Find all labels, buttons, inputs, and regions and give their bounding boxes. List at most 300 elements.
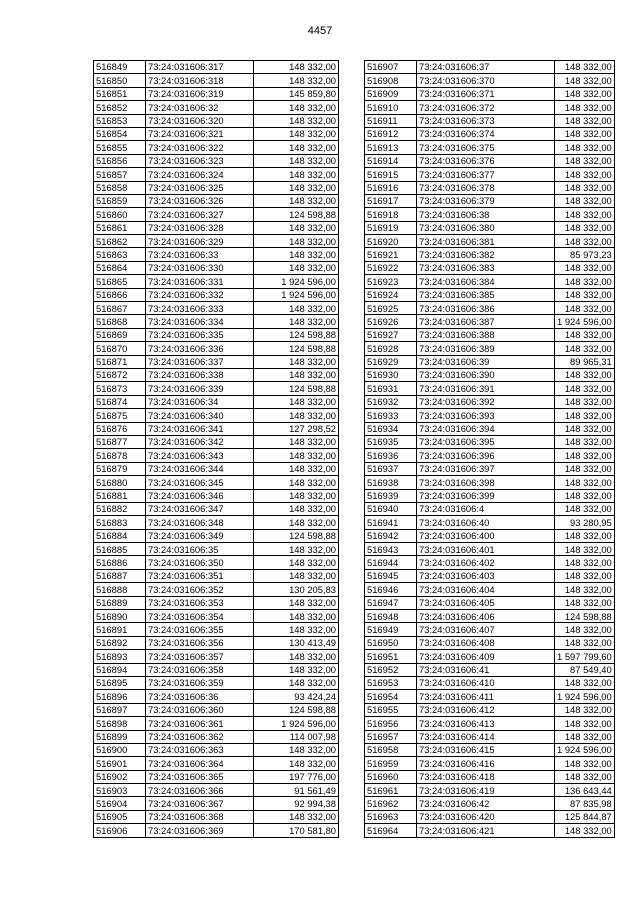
row-number-cell: 516881 [94, 489, 146, 502]
cadastral-number-cell: 73:24:031606:421 [417, 824, 555, 837]
row-number-cell: 516853 [94, 114, 146, 127]
cadastral-number-cell: 73:24:031606:403 [417, 569, 555, 582]
cadastral-value-cell: 114 007,98 [254, 730, 339, 743]
cadastral-number-cell: 73:24:031606:336 [146, 342, 254, 355]
cadastral-value-cell: 148 332,00 [254, 435, 339, 448]
page-number: 4457 [307, 25, 333, 37]
cadastral-value-cell: 127 298,52 [254, 422, 339, 435]
table-row [94, 489, 339, 502]
row-number-cell: 516958 [365, 743, 417, 756]
cadastral-number-cell: 73:24:031606:33 [146, 248, 254, 261]
cadastral-value-cell: 148 332,00 [555, 730, 615, 743]
table-row [365, 114, 615, 127]
cadastral-value-cell: 148 332,00 [555, 141, 615, 154]
cadastral-number-cell: 73:24:031606:40 [417, 516, 555, 529]
cadastral-value-cell: 148 332,00 [555, 382, 615, 395]
cadastral-number-cell: 73:24:031606:332 [146, 288, 254, 301]
table-row [94, 181, 339, 194]
row-number-cell: 516935 [365, 435, 417, 448]
cadastral-number-cell: 73:24:031606:370 [417, 74, 555, 87]
table-row [365, 61, 615, 74]
row-number-cell: 516937 [365, 462, 417, 475]
cadastral-value-cell: 148 332,00 [555, 221, 615, 234]
cadastral-number-cell: 73:24:031606:39 [417, 355, 555, 368]
cadastral-value-cell: 148 332,00 [254, 663, 339, 676]
cadastral-value-cell: 92 994,38 [254, 797, 339, 810]
table-row [365, 449, 615, 462]
cadastral-number-cell: 73:24:031606:402 [417, 556, 555, 569]
cadastral-number-cell: 73:24:031606:373 [417, 114, 555, 127]
cadastral-number-cell: 73:24:031606:321 [146, 127, 254, 140]
cadastral-number-cell: 73:24:031606:391 [417, 382, 555, 395]
table-row [94, 355, 339, 368]
cadastral-value-cell: 148 332,00 [555, 168, 615, 181]
cadastral-value-cell: 148 332,00 [555, 596, 615, 609]
cadastral-number-cell: 73:24:031606:401 [417, 543, 555, 556]
cadastral-number-cell: 73:24:031606:346 [146, 489, 254, 502]
cadastral-value-cell: 124 598,88 [254, 328, 339, 341]
row-number-cell: 516909 [365, 87, 417, 100]
row-number-cell: 516959 [365, 757, 417, 770]
table-row [94, 449, 339, 462]
cadastral-number-cell: 73:24:031606:392 [417, 395, 555, 408]
row-number-cell: 516947 [365, 596, 417, 609]
table-row [94, 208, 339, 221]
table-row [365, 342, 615, 355]
cadastral-value-cell: 87 549,40 [555, 663, 615, 676]
table-row [365, 141, 615, 154]
row-number-cell: 516919 [365, 221, 417, 234]
row-number-cell: 516946 [365, 583, 417, 596]
cadastral-number-cell: 73:24:031606:323 [146, 154, 254, 167]
row-number-cell: 516955 [365, 703, 417, 716]
cadastral-value-cell: 85 973,23 [555, 248, 615, 261]
row-number-cell: 516870 [94, 342, 146, 355]
cadastral-number-cell: 73:24:031606:414 [417, 730, 555, 743]
cadastral-value-table-left [93, 60, 339, 838]
table-row [365, 663, 615, 676]
cadastral-value-cell: 148 332,00 [555, 422, 615, 435]
table-row [365, 194, 615, 207]
row-number-cell: 516877 [94, 435, 146, 448]
cadastral-value-cell: 148 332,00 [555, 569, 615, 582]
cadastral-number-cell: 73:24:031606:357 [146, 650, 254, 663]
cadastral-value-cell: 148 332,00 [254, 569, 339, 582]
cadastral-value-cell: 148 332,00 [555, 556, 615, 569]
row-number-cell: 516897 [94, 703, 146, 716]
cadastral-number-cell: 73:24:031606:345 [146, 476, 254, 489]
cadastral-number-cell: 73:24:031606:387 [417, 315, 555, 328]
table-row [94, 141, 339, 154]
table-row [365, 355, 615, 368]
cadastral-number-cell: 73:24:031606:334 [146, 315, 254, 328]
cadastral-number-cell: 73:24:031606:347 [146, 502, 254, 515]
table-row [365, 476, 615, 489]
row-number-cell: 516903 [94, 784, 146, 797]
cadastral-value-cell: 148 332,00 [254, 221, 339, 234]
row-number-cell: 516939 [365, 489, 417, 502]
cadastral-value-cell: 1 924 596,00 [555, 743, 615, 756]
cadastral-number-cell: 73:24:031606:350 [146, 556, 254, 569]
cadastral-number-cell: 73:24:031606:319 [146, 87, 254, 100]
cadastral-number-cell: 73:24:031606:36 [146, 690, 254, 703]
row-number-cell: 516892 [94, 636, 146, 649]
table-row [365, 556, 615, 569]
cadastral-number-cell: 73:24:031606:329 [146, 235, 254, 248]
cadastral-value-cell: 148 332,00 [555, 194, 615, 207]
cadastral-value-cell: 148 332,00 [254, 489, 339, 502]
table-row [94, 221, 339, 234]
row-number-cell: 516868 [94, 315, 146, 328]
cadastral-number-cell: 73:24:031606:378 [417, 181, 555, 194]
table-row [94, 757, 339, 770]
cadastral-value-cell: 148 332,00 [254, 181, 339, 194]
cadastral-value-cell: 148 332,00 [254, 61, 339, 74]
row-number-cell: 516900 [94, 743, 146, 756]
row-number-cell: 516906 [94, 824, 146, 837]
table-row [94, 690, 339, 703]
table-row [94, 610, 339, 623]
table-row [94, 302, 339, 315]
table-row [94, 730, 339, 743]
table-row [94, 114, 339, 127]
cadastral-number-cell: 73:24:031606:342 [146, 435, 254, 448]
cadastral-number-cell: 73:24:031606:410 [417, 676, 555, 689]
row-number-cell: 516915 [365, 168, 417, 181]
table-row [94, 101, 339, 114]
row-number-cell: 516930 [365, 368, 417, 381]
cadastral-value-cell: 148 332,00 [555, 717, 615, 730]
row-number-cell: 516865 [94, 275, 146, 288]
table-row [365, 87, 615, 100]
row-number-cell: 516949 [365, 623, 417, 636]
table-row [94, 235, 339, 248]
row-number-cell: 516956 [365, 717, 417, 730]
cadastral-value-cell: 148 332,00 [555, 127, 615, 140]
row-number-cell: 516862 [94, 235, 146, 248]
table-row [365, 127, 615, 140]
row-number-cell: 516883 [94, 516, 146, 529]
cadastral-value-cell: 1 597 799,60 [555, 650, 615, 663]
row-number-cell: 516861 [94, 221, 146, 234]
cadastral-number-cell: 73:24:031606:419 [417, 784, 555, 797]
table-row [365, 610, 615, 623]
row-number-cell: 516863 [94, 248, 146, 261]
cadastral-value-cell: 148 332,00 [555, 449, 615, 462]
cadastral-value-cell: 148 332,00 [254, 676, 339, 689]
cadastral-number-cell: 73:24:031606:333 [146, 302, 254, 315]
table-row [94, 824, 339, 837]
cadastral-number-cell: 73:24:031606:328 [146, 221, 254, 234]
table-row [365, 502, 615, 515]
table-row [365, 101, 615, 114]
row-number-cell: 516864 [94, 261, 146, 274]
row-number-cell: 516880 [94, 476, 146, 489]
cadastral-value-cell: 148 332,00 [555, 636, 615, 649]
cadastral-value-cell: 148 332,00 [555, 288, 615, 301]
cadastral-number-cell: 73:24:031606:317 [146, 61, 254, 74]
cadastral-number-cell: 73:24:031606:413 [417, 717, 555, 730]
table-row [94, 784, 339, 797]
cadastral-value-cell: 148 332,00 [254, 194, 339, 207]
table-row [94, 770, 339, 783]
table-row [94, 502, 339, 515]
cadastral-value-cell: 148 332,00 [555, 368, 615, 381]
cadastral-value-cell: 148 332,00 [254, 141, 339, 154]
cadastral-value-cell: 148 332,00 [555, 61, 615, 74]
row-number-cell: 516884 [94, 529, 146, 542]
row-number-cell: 516964 [365, 824, 417, 837]
row-number-cell: 516849 [94, 61, 146, 74]
cadastral-number-cell: 73:24:031606:372 [417, 101, 555, 114]
row-number-cell: 516954 [365, 690, 417, 703]
cadastral-number-cell: 73:24:031606:37 [417, 61, 555, 74]
cadastral-value-cell: 148 332,00 [254, 409, 339, 422]
cadastral-number-cell: 73:24:031606:407 [417, 623, 555, 636]
cadastral-number-cell: 73:24:031606:326 [146, 194, 254, 207]
table-row [365, 543, 615, 556]
row-number-cell: 516934 [365, 422, 417, 435]
table-row [94, 61, 339, 74]
table-row [365, 703, 615, 716]
cadastral-number-cell: 73:24:031606:369 [146, 824, 254, 837]
cadastral-number-cell: 73:24:031606:351 [146, 569, 254, 582]
cadastral-number-cell: 73:24:031606:358 [146, 663, 254, 676]
cadastral-value-cell: 145 859,80 [254, 87, 339, 100]
cadastral-number-cell: 73:24:031606:400 [417, 529, 555, 542]
cadastral-value-cell: 148 332,00 [555, 208, 615, 221]
row-number-cell: 516871 [94, 355, 146, 368]
cadastral-value-cell: 148 332,00 [254, 810, 339, 823]
cadastral-number-cell: 73:24:031606:416 [417, 757, 555, 770]
row-number-cell: 516944 [365, 556, 417, 569]
cadastral-number-cell: 73:24:031606:380 [417, 221, 555, 234]
table-row [94, 248, 339, 261]
table-row [365, 743, 615, 756]
cadastral-value-cell: 148 332,00 [254, 101, 339, 114]
cadastral-value-cell: 124 598,88 [254, 382, 339, 395]
cadastral-number-cell: 73:24:031606:365 [146, 770, 254, 783]
cadastral-value-table-right [364, 60, 615, 838]
row-number-cell: 516921 [365, 248, 417, 261]
row-number-cell: 516945 [365, 569, 417, 582]
cadastral-value-cell: 148 332,00 [555, 462, 615, 475]
row-number-cell: 516933 [365, 409, 417, 422]
cadastral-value-cell: 148 332,00 [555, 502, 615, 515]
row-number-cell: 516890 [94, 610, 146, 623]
table-row [365, 368, 615, 381]
cadastral-value-cell: 1 924 596,00 [254, 288, 339, 301]
row-number-cell: 516907 [365, 61, 417, 74]
row-number-cell: 516885 [94, 543, 146, 556]
cadastral-number-cell: 73:24:031606:35 [146, 543, 254, 556]
row-number-cell: 516879 [94, 462, 146, 475]
row-number-cell: 516896 [94, 690, 146, 703]
cadastral-number-cell: 73:24:031606:386 [417, 302, 555, 315]
cadastral-value-cell: 148 332,00 [555, 435, 615, 448]
cadastral-value-cell: 148 332,00 [254, 355, 339, 368]
cadastral-value-cell: 148 332,00 [555, 757, 615, 770]
table-row [94, 74, 339, 87]
cadastral-number-cell: 73:24:031606:42 [417, 797, 555, 810]
cadastral-value-cell: 148 332,00 [555, 181, 615, 194]
cadastral-number-cell: 73:24:031606:335 [146, 328, 254, 341]
table-row [94, 194, 339, 207]
cadastral-value-cell: 130 413,49 [254, 636, 339, 649]
cadastral-number-cell: 73:24:031606:362 [146, 730, 254, 743]
row-number-cell: 516858 [94, 181, 146, 194]
row-number-cell: 516872 [94, 368, 146, 381]
cadastral-value-cell: 148 332,00 [555, 328, 615, 341]
table-row [365, 395, 615, 408]
row-number-cell: 516899 [94, 730, 146, 743]
row-number-cell: 516916 [365, 181, 417, 194]
cadastral-value-cell: 1 924 596,00 [254, 275, 339, 288]
row-number-cell: 516932 [365, 395, 417, 408]
row-number-cell: 516851 [94, 87, 146, 100]
cadastral-value-cell: 1 924 596,00 [555, 315, 615, 328]
table-row [94, 422, 339, 435]
row-number-cell: 516912 [365, 127, 417, 140]
table-row [365, 770, 615, 783]
cadastral-value-cell: 170 581,80 [254, 824, 339, 837]
row-number-cell: 516948 [365, 610, 417, 623]
cadastral-value-cell: 93 424,24 [254, 690, 339, 703]
cadastral-value-cell: 148 332,00 [555, 154, 615, 167]
row-number-cell: 516941 [365, 516, 417, 529]
row-number-cell: 516874 [94, 395, 146, 408]
row-number-cell: 516910 [365, 101, 417, 114]
cadastral-value-cell: 148 332,00 [555, 261, 615, 274]
table-row [365, 221, 615, 234]
cadastral-number-cell: 73:24:031606:406 [417, 610, 555, 623]
table-row [94, 516, 339, 529]
table-row [94, 342, 339, 355]
table-row [365, 328, 615, 341]
cadastral-value-cell: 148 332,00 [555, 395, 615, 408]
row-number-cell: 516857 [94, 168, 146, 181]
cadastral-number-cell: 73:24:031606:398 [417, 476, 555, 489]
row-number-cell: 516886 [94, 556, 146, 569]
cadastral-number-cell: 73:24:031606:388 [417, 328, 555, 341]
cadastral-number-cell: 73:24:031606:412 [417, 703, 555, 716]
table-row [94, 529, 339, 542]
cadastral-number-cell: 73:24:031606:343 [146, 449, 254, 462]
table-row [365, 181, 615, 194]
cadastral-number-cell: 73:24:031606:339 [146, 382, 254, 395]
row-number-cell: 516850 [94, 74, 146, 87]
table-row [94, 409, 339, 422]
table-row [365, 275, 615, 288]
cadastral-value-cell: 148 332,00 [555, 235, 615, 248]
table-row [94, 743, 339, 756]
cadastral-number-cell: 73:24:031606:420 [417, 810, 555, 823]
table-row [365, 462, 615, 475]
row-number-cell: 516901 [94, 757, 146, 770]
cadastral-number-cell: 73:24:031606:394 [417, 422, 555, 435]
table-row [365, 650, 615, 663]
row-number-cell: 516891 [94, 623, 146, 636]
cadastral-number-cell: 73:24:031606:383 [417, 261, 555, 274]
table-row [365, 623, 615, 636]
table-row [365, 824, 615, 837]
table-row [365, 797, 615, 810]
cadastral-value-cell: 148 332,00 [555, 342, 615, 355]
row-number-cell: 516913 [365, 141, 417, 154]
cadastral-value-cell: 148 332,00 [555, 824, 615, 837]
cadastral-number-cell: 73:24:031606:361 [146, 717, 254, 730]
table-row [365, 235, 615, 248]
row-number-cell: 516894 [94, 663, 146, 676]
table-row [94, 168, 339, 181]
cadastral-number-cell: 73:24:031606:353 [146, 596, 254, 609]
table-row [365, 690, 615, 703]
table-row [94, 154, 339, 167]
table-row [365, 569, 615, 582]
cadastral-value-cell: 148 332,00 [555, 302, 615, 315]
table-row [365, 810, 615, 823]
row-number-cell: 516856 [94, 154, 146, 167]
table-row [94, 368, 339, 381]
cadastral-number-cell: 73:24:031606:331 [146, 275, 254, 288]
cadastral-number-cell: 73:24:031606:405 [417, 596, 555, 609]
table-row [94, 583, 339, 596]
table-row [94, 663, 339, 676]
row-number-cell: 516898 [94, 717, 146, 730]
cadastral-value-cell: 148 332,00 [555, 74, 615, 87]
row-number-cell: 516922 [365, 261, 417, 274]
table-row [365, 583, 615, 596]
cadastral-value-cell: 130 205,83 [254, 583, 339, 596]
row-number-cell: 516904 [94, 797, 146, 810]
table-row [365, 784, 615, 797]
table-row [94, 288, 339, 301]
row-number-cell: 516931 [365, 382, 417, 395]
table-row [94, 676, 339, 689]
cadastral-value-cell: 148 332,00 [254, 395, 339, 408]
table-row [365, 74, 615, 87]
table-row [365, 717, 615, 730]
row-number-cell: 516859 [94, 194, 146, 207]
table-row [365, 208, 615, 221]
cadastral-value-cell: 148 332,00 [254, 127, 339, 140]
cadastral-value-cell: 148 332,00 [555, 476, 615, 489]
table-row [365, 596, 615, 609]
table-row [365, 730, 615, 743]
cadastral-number-cell: 73:24:031606:396 [417, 449, 555, 462]
cadastral-number-cell: 73:24:031606:367 [146, 797, 254, 810]
row-number-cell: 516938 [365, 476, 417, 489]
row-number-cell: 516893 [94, 650, 146, 663]
cadastral-value-cell: 125 844,87 [555, 810, 615, 823]
cadastral-value-cell: 148 332,00 [254, 516, 339, 529]
cadastral-number-cell: 73:24:031606:385 [417, 288, 555, 301]
cadastral-value-cell: 148 332,00 [254, 114, 339, 127]
cadastral-number-cell: 73:24:031606:382 [417, 248, 555, 261]
table-row [94, 717, 339, 730]
cadastral-number-cell: 73:24:031606:418 [417, 770, 555, 783]
cadastral-value-cell: 148 332,00 [254, 462, 339, 475]
cadastral-value-cell: 89 965,31 [555, 355, 615, 368]
cadastral-value-cell: 148 332,00 [254, 154, 339, 167]
cadastral-number-cell: 73:24:031606:376 [417, 154, 555, 167]
row-number-cell: 516876 [94, 422, 146, 435]
cadastral-number-cell: 73:24:031606:409 [417, 650, 555, 663]
table-row [94, 623, 339, 636]
cadastral-value-cell: 148 332,00 [555, 409, 615, 422]
cadastral-number-cell: 73:24:031606:415 [417, 743, 555, 756]
cadastral-value-cell: 148 332,00 [555, 623, 615, 636]
